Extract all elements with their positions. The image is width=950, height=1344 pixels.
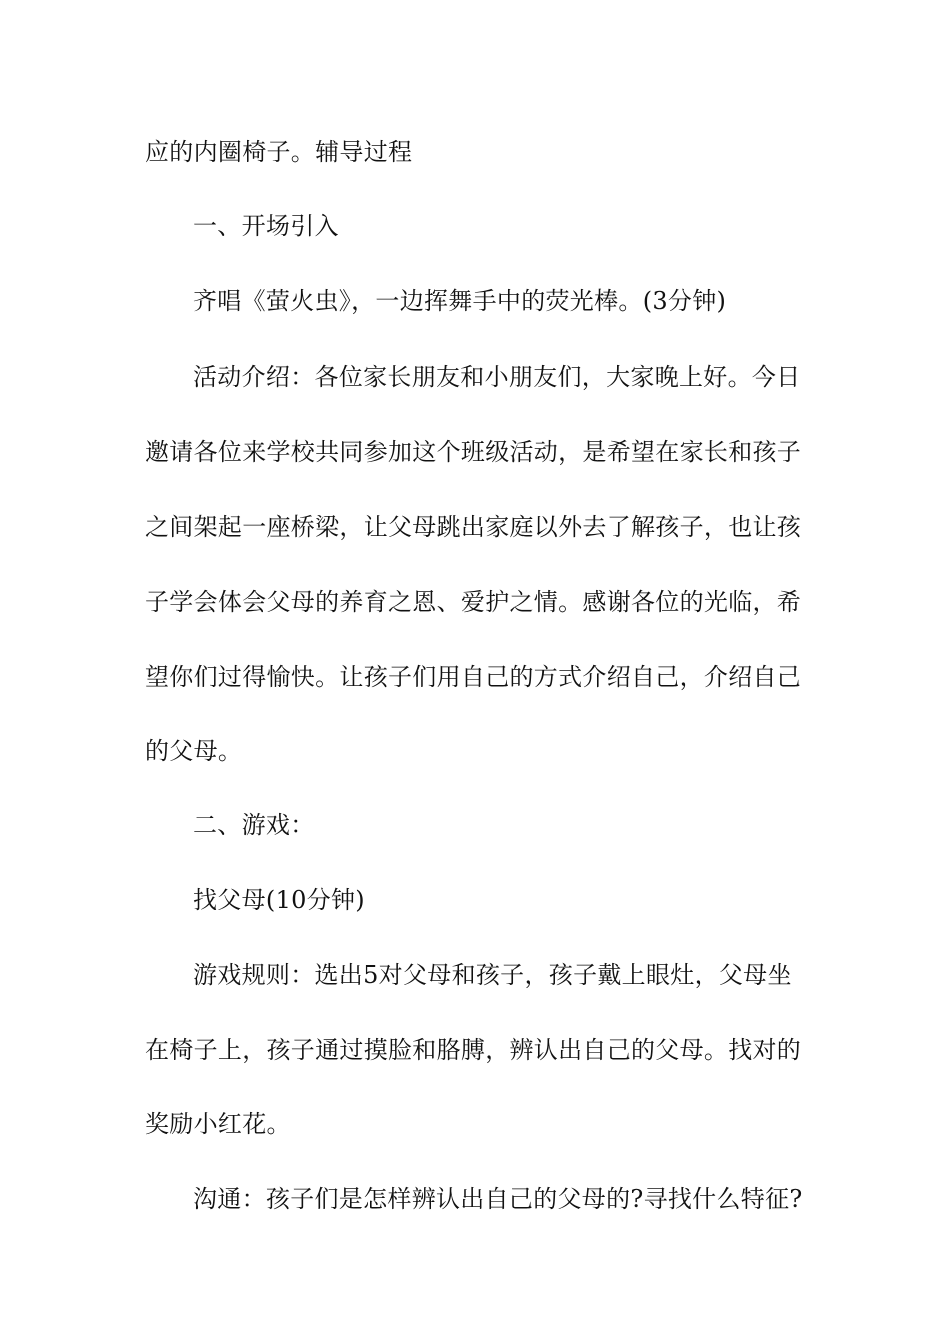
text-line: 在椅子上，孩子通过摸脸和胳膊，辨认出自己的父母。找对的	[145, 1036, 802, 1064]
text-line: 望你们过得愉快。让孩子们用自己的方式介绍自己，介绍自己	[145, 663, 802, 691]
text-line: 应的内圈椅子。辅导过程	[145, 138, 413, 166]
section-heading: 二、游戏：	[193, 811, 315, 839]
paragraph-first-line: 沟通：孩子们是怎样辨认出自己的父母的?寻找什么特征?	[193, 1185, 803, 1213]
paragraph-first-line: 游戏规则：选出5对父母和孩子，孩子戴上眼灶，父母坐	[193, 961, 792, 989]
text-line: 齐唱《萤火虫》，一边挥舞手中的荧光棒。(3分钟)	[193, 287, 727, 315]
text-line: 之间架起一座桥梁，让父母跳出家庭以外去了解孩子，也让孩	[145, 513, 802, 541]
subsection-heading: 找父母(10分钟)	[193, 886, 365, 914]
text-line: 的父母。	[145, 737, 243, 765]
section-heading: 一、开场引入	[193, 212, 339, 240]
text-line: 奖励小红花。	[145, 1110, 291, 1138]
text-line: 子学会体会父母的养育之恩、爱护之情。感谢各位的光临，希	[145, 588, 802, 616]
paragraph-first-line: 活动介绍：各位家长朋友和小朋友们，大家晚上好。今日	[193, 363, 801, 391]
text-line: 邀请各位来学校共同参加这个班级活动，是希望在家长和孩子	[145, 438, 802, 466]
